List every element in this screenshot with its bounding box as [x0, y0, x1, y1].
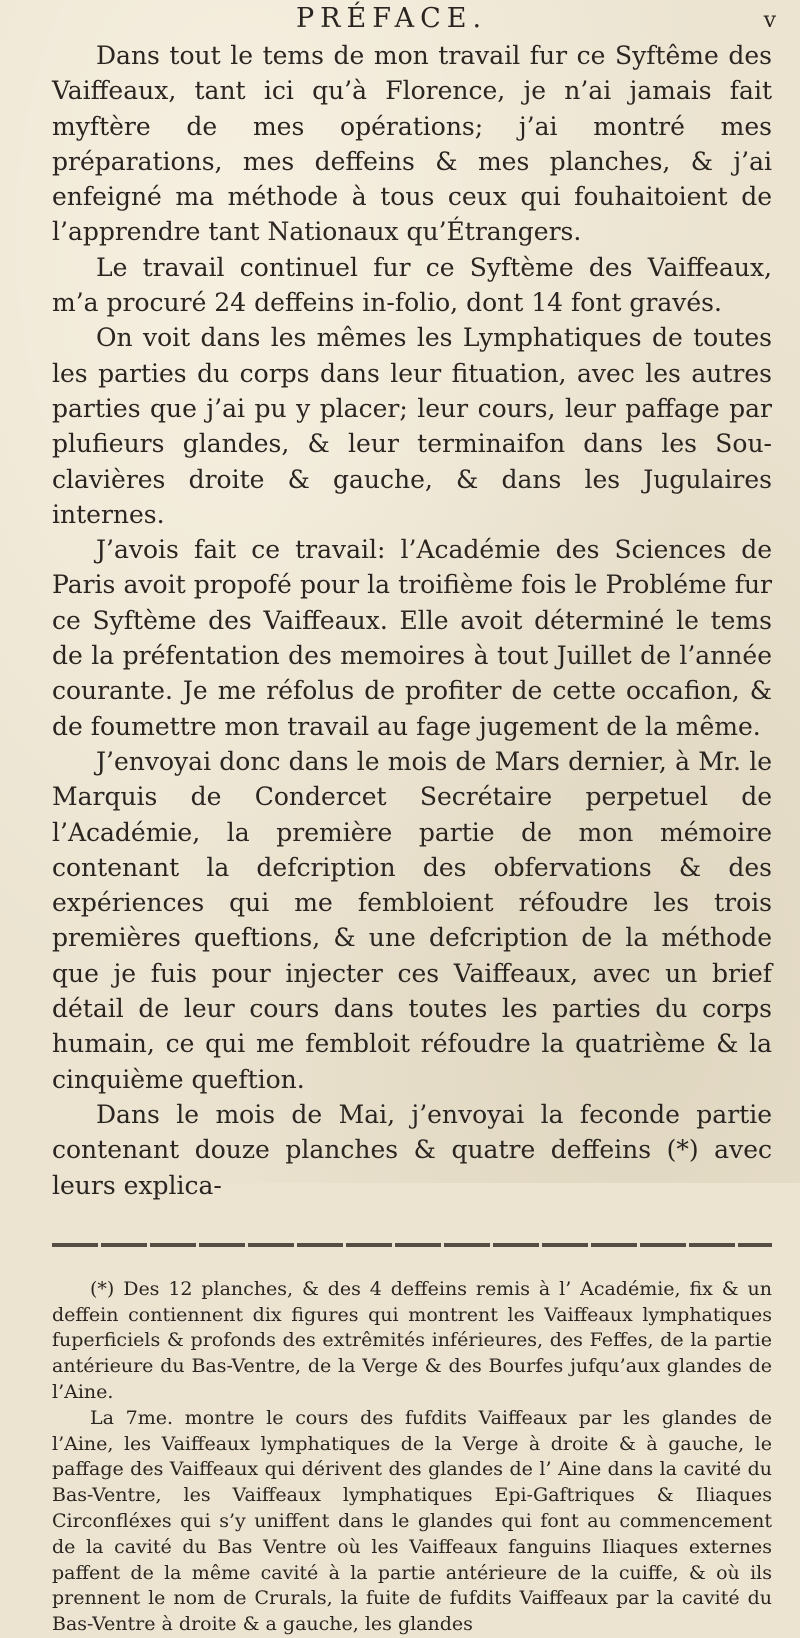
body-paragraph: Dans tout le tems de mon travail fur ce Syftême des Vaiffeaux, tant ici qu’à Florence, je n’ai jamais fait myftère de mes opérations; j’ai montré mes préparations, mes deffeins & mes planches, & j’ai enfeigné ma méthode à tous ceux qui fouhaitoient de l’apprendre tant Nationaux qu’Étrangers. [52, 41, 772, 247]
body-paragraph: On voit dans les mêmes les Lymphatiques de toutes les parties du corps dans leur fituation, avec les autres parties que j’ai pu y placer; leur cours, leur paffage par plufieurs glandes, & leur terminaifon dans les Sou-clavières droite & gauche, & dans les Jugulaires internes. [52, 323, 772, 529]
running-title: PRÉFACE. [296, 3, 488, 34]
footnote [52, 1277, 772, 1638]
footnote-divider [52, 1243, 772, 1247]
body-paragraph: Le travail continuel fur ce Syftème des Vaiffeaux, m’a procuré 24 deffeins in-folio, dont 14 font gravés. [52, 252, 772, 318]
body-paragraph: Dans le mois de Mai, j’envoyai la feconde partie contenant douze planches & quatre deffeins (*) avec leurs explica- [52, 1099, 772, 1200]
footnote-paragraph: La 7me. montre le cours des fufdits Vaiffeaux par les glandes de l’Aine, les Vaiffeaux lymphatiques de la Verge à droite & à gauche, le paffage des Vaiffeaux qui dérivent des glandes de l’ Aine dans la cavité du Bas-Ventre, les Vaiffeaux lymphatiques Epi-Gaftriques & Iliaques Circonfléxes qui s’y uniffent dans le glandes qui font au commencement de la cavité du Bas Ventre où les Vaiffeaux fanguins Iliaques externes paffent de la même cavité à la partie antérieure de la cuiffe, & où ils prennent le nom de Crurals, la fuite de fufdits Vaiffeaux par la cavité du Bas-Ventre à droite & a gauche, les glandes [52, 1406, 772, 1636]
main-text [52, 38, 772, 1203]
running-head [0, 2, 800, 36]
page-number: v [763, 8, 776, 33]
footnote-paragraph: (*) Des 12 planches, & des 4 deffeins remis à l’ Académie, fix & un deffein contiennent dix figures qui montrent les Vaiffeaux lymphatiques fuperficiels & profonds des extrêmités inférieures, des Feffes, de la partie antérieure du Bas-Ventre, de la Verge & des Bourfes jufqu’aux glandes de l’Aine. [52, 1277, 772, 1403]
body-paragraph: J’envoyai donc dans le mois de Mars dernier, à Mr. le Marquis de Condercet Secrétaire perpetuel de l’Académie, la première partie de mon mémoire contenant la defcription des obfervations & des expériences qui me fembloient réfoudre les trois premières queftions, & une defcription de la méthode que je fuis pour injecter ces Vaiffeaux, avec un brief détail de leur cours dans toutes les parties du corps humain, ce qui me fembloit réfoudre la quatrième & la cinquième queftion. [52, 746, 772, 1094]
body-paragraph: J’avois fait ce travail: l’Académie des Sciences de Paris avoit propofé pour la troifième fois le Probléme fur ce Syftème des Vaiffeaux. Elle avoit déterminé le tems de la préfentation des memoires à tout Juillet de l’année courante. Je me réfolus de profiter de cette occafion, & de foumettre mon travail au fage jugement de la même. [52, 535, 772, 741]
